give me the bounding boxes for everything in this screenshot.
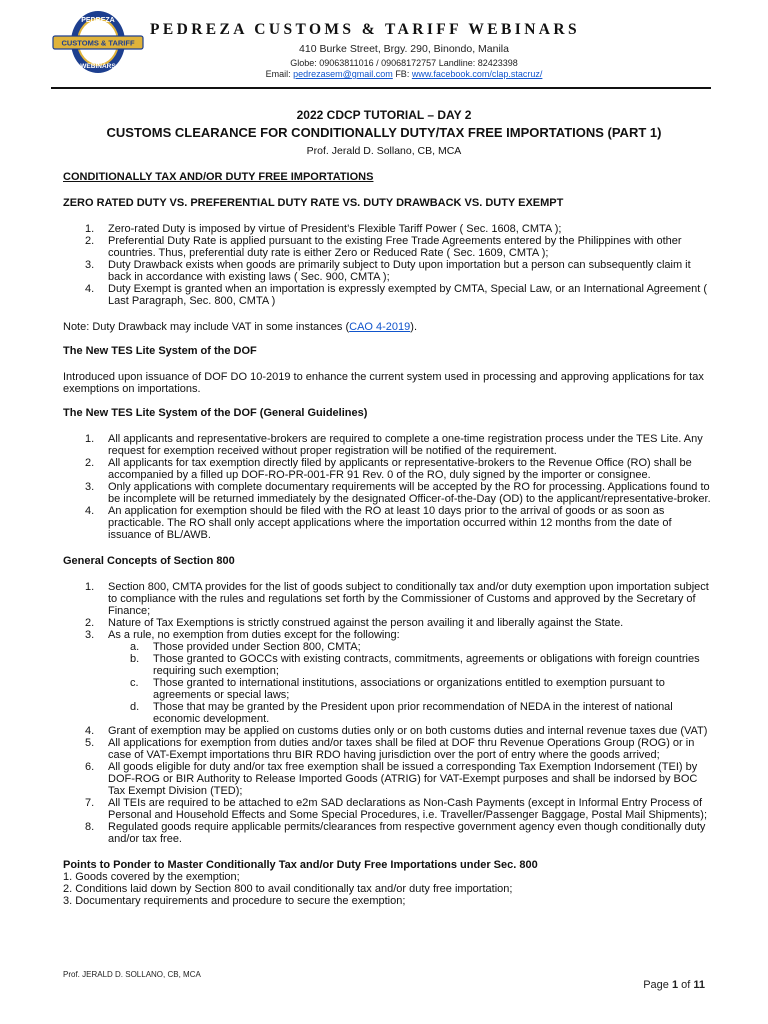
list-item: 2. Preferential Duty Rate is applied pursuant to the existing Free Trade Agreements entered by the Philippines with other countries. Thus, preferential duty rate is either Zero or Reduced Rate ( Sec. 1609, CMTA ); [85, 235, 682, 259]
cao-link[interactable]: CAO 4-2019 [349, 321, 411, 333]
note-line: Note: Duty Drawback may include VAT in some instances (CAO 4-2019). [63, 321, 418, 333]
sublist-item: a. Those provided under Section 800, CMTA; [130, 641, 361, 653]
sublist-item: b. Those granted to GOCCs with existing contracts, commitments, agreements or obligations with foreign countries requiring such exemption; [130, 653, 700, 677]
comparison-list [63, 223, 713, 307]
phones: Globe: 09063811016 / 09068172757 Landline: 82423398 [290, 58, 518, 68]
sublist-item: c. Those granted to international institutions, associations or organizations entitled to exemption pursuant to agreements or special laws; [130, 677, 665, 701]
email-link[interactable]: pedrezasem@gmail.com [293, 69, 393, 79]
section-heading: The New TES Lite System of the DOF [63, 345, 257, 357]
section-subheading: ZERO RATED DUTY VS. PREFERENTIAL DUTY RATE VS. DUTY DRAWBACK VS. DUTY EXEMPT [63, 197, 564, 209]
page-title: CUSTOMS CLEARANCE FOR CONDITIONALLY DUTY/TAX FREE IMPORTATIONS (PART 1) [106, 125, 662, 140]
list-item: 8. Regulated goods require applicable permits/clearances from respective government agency even though conditionally duty and/or tax free. [85, 821, 706, 845]
list-item: 3. Duty Drawback exists when goods are primarily subject to Duty upon importation but a person can subsequently claim it back in accordance with existing laws ( Sec. 900, CMTA ); [85, 259, 691, 283]
list-item: 7. All TEIs are required to be attached to e2m SAD declarations as Non-Cash Payments (except in Informal Entry Process of Personal and Household Effects and Some Special Procedures, i.e. Traveller/Passenger Baggage, Postal Mail Shipments); [85, 797, 708, 821]
list-item: 1. All applicants and representative-brokers are required to complete a one-time registration process under the TES Lite. Any request for exemption received without proper registration will be notified of the requirement. [85, 433, 703, 457]
footer-author: Prof. JERALD D. SOLLANO, CB, MCA [63, 970, 201, 979]
list-item: 5. All applications for exemption from duties and/or taxes shall be filed at DOF thru Revenue Operations Group (ROG) or in case of VAT-Exempt importations thru BIR RDO having jurisdiction over the port of entry where the goods arrived; [85, 737, 695, 761]
list-item: 1. Zero-rated Duty is imposed by virtue of President’s Flexible Tariff Power ( Sec. 1608, CMTA ); [85, 223, 562, 235]
guidelines-list [63, 433, 713, 541]
points-line: 2. Conditions laid down by Section 800 to avail conditionally tax and/or duty free importation; [63, 883, 513, 895]
fb-label: FB: [392, 69, 412, 79]
address: 410 Burke Street, Brgy. 290, Binondo, Manila [299, 43, 509, 55]
list-item: 6. All goods eligible for duty and/or tax free exemption shall be issued a corresponding Tax Exemption Indorsement (TEI) by DOF-ROG or BIR Authority to Release Imported Goods (ATRIG) for VAT-Exempt purposes and shall be indorsed by BOC Tax Exempt Division (TED); [85, 761, 698, 797]
tutorial-title: 2022 CDCP TUTORIAL – DAY 2 [296, 108, 472, 122]
concepts-list [63, 581, 713, 845]
brand-name: PEDREZA CUSTOMS & TARIFF WEBINARS [150, 21, 581, 38]
list-item: 2. All applicants for tax exemption directly filed by applicants or representative-brokers to the Revenue Office (RO) shall be accompanied by a filled up DOF-RO-PR-001-FR 91 Rev. 0 of the RO, duly signed by the importer or consignee. [85, 457, 692, 481]
email-label: Email: [265, 69, 294, 79]
contact-line [0, 68, 768, 80]
section-heading: The New TES Lite System of the DOF (General Guidelines) [63, 407, 368, 419]
author-line: Prof. Jerald D. Sollano, CB, MCA [306, 145, 462, 157]
facebook-link[interactable]: www.facebook.com/clap.stacruz/ [411, 69, 543, 79]
list-item: 1. Section 800, CMTA provides for the list of goods subject to conditionally tax and/or duty exemption upon importation subject to compliance with the rules and regulations set forth by the Commissioner of Customs and approved by the Secretary of Finance; [85, 581, 709, 617]
points-line: 3. Documentary requirements and procedure to secure the exemption; [63, 895, 406, 907]
page-number: Page 1 of 11 [643, 979, 705, 991]
document-body [63, 171, 713, 907]
list-item: 4. Duty Exempt is granted when an importation is expressly exempted by CMTA, Special Law, or an International Agreement ( Last Paragraph, Sec. 800, CMTA ) [85, 283, 707, 307]
list-item: 3. As a rule, no exemption from duties except for the following: a. Those provided under Section 800, CMTA; b. Those granted to GOCCs with existing contracts, commitments, agreements or obligations with foreign countries requiring such exemption; c. Those granted to international institutions, associations or organizations entitled to exemption pursuant to agreements or special laws; d. Those that may be granted by the President upon prior recommendation of NEDA in the interest of national economic development. [63, 629, 713, 725]
list-item: 4. An application for exemption should be filed with the RO at least 10 days prior to the arrival of goods or as soon as practicable. The RO shall only accept applications where the importation occurred within 12 months from the date of issuance of BL/AWB. [85, 505, 672, 541]
exceptions-sublist [108, 641, 713, 725]
paragraph: Introduced upon issuance of DOF DO 10-2019 to enhance the current system used in processing and approving applications for tax exemptions on importations. [63, 371, 704, 395]
logo-text-mid: CUSTOMS & TARIFF [61, 38, 135, 48]
points-line: 1. Goods covered by the exemption; [63, 871, 240, 883]
section-heading: CONDITIONALLY TAX AND/OR DUTY FREE IMPORTATIONS [63, 171, 374, 183]
section-heading: General Concepts of Section 800 [63, 555, 235, 567]
list-item: 2. Nature of Tax Exemptions is strictly construed against the person availing it and liberally against the State. [85, 617, 624, 629]
logo-text-bottom: WEBINARS [80, 63, 116, 70]
header-divider [51, 87, 711, 89]
list-item: 3. Only applications with complete documentary requirements will be accepted by the RO for processing. Applications found to be incomplete will be returned immediately by the designated Officer-of-the-Day (OD) to the applicant/representative-broker. [85, 481, 711, 505]
sublist-item: d. Those that may be granted by the President upon prior recommendation of NEDA in the interest of national economic development. [130, 701, 673, 725]
section-heading: Points to Ponder to Master Conditionally Tax and/or Duty Free Importations under Sec. 800 [63, 859, 538, 871]
logo-text-top: PEDREZA [81, 17, 115, 24]
list-item: 4. Grant of exemption may be applied on customs duties only or on both customs duties and internal revenue taxes due (VAT) [85, 725, 708, 737]
